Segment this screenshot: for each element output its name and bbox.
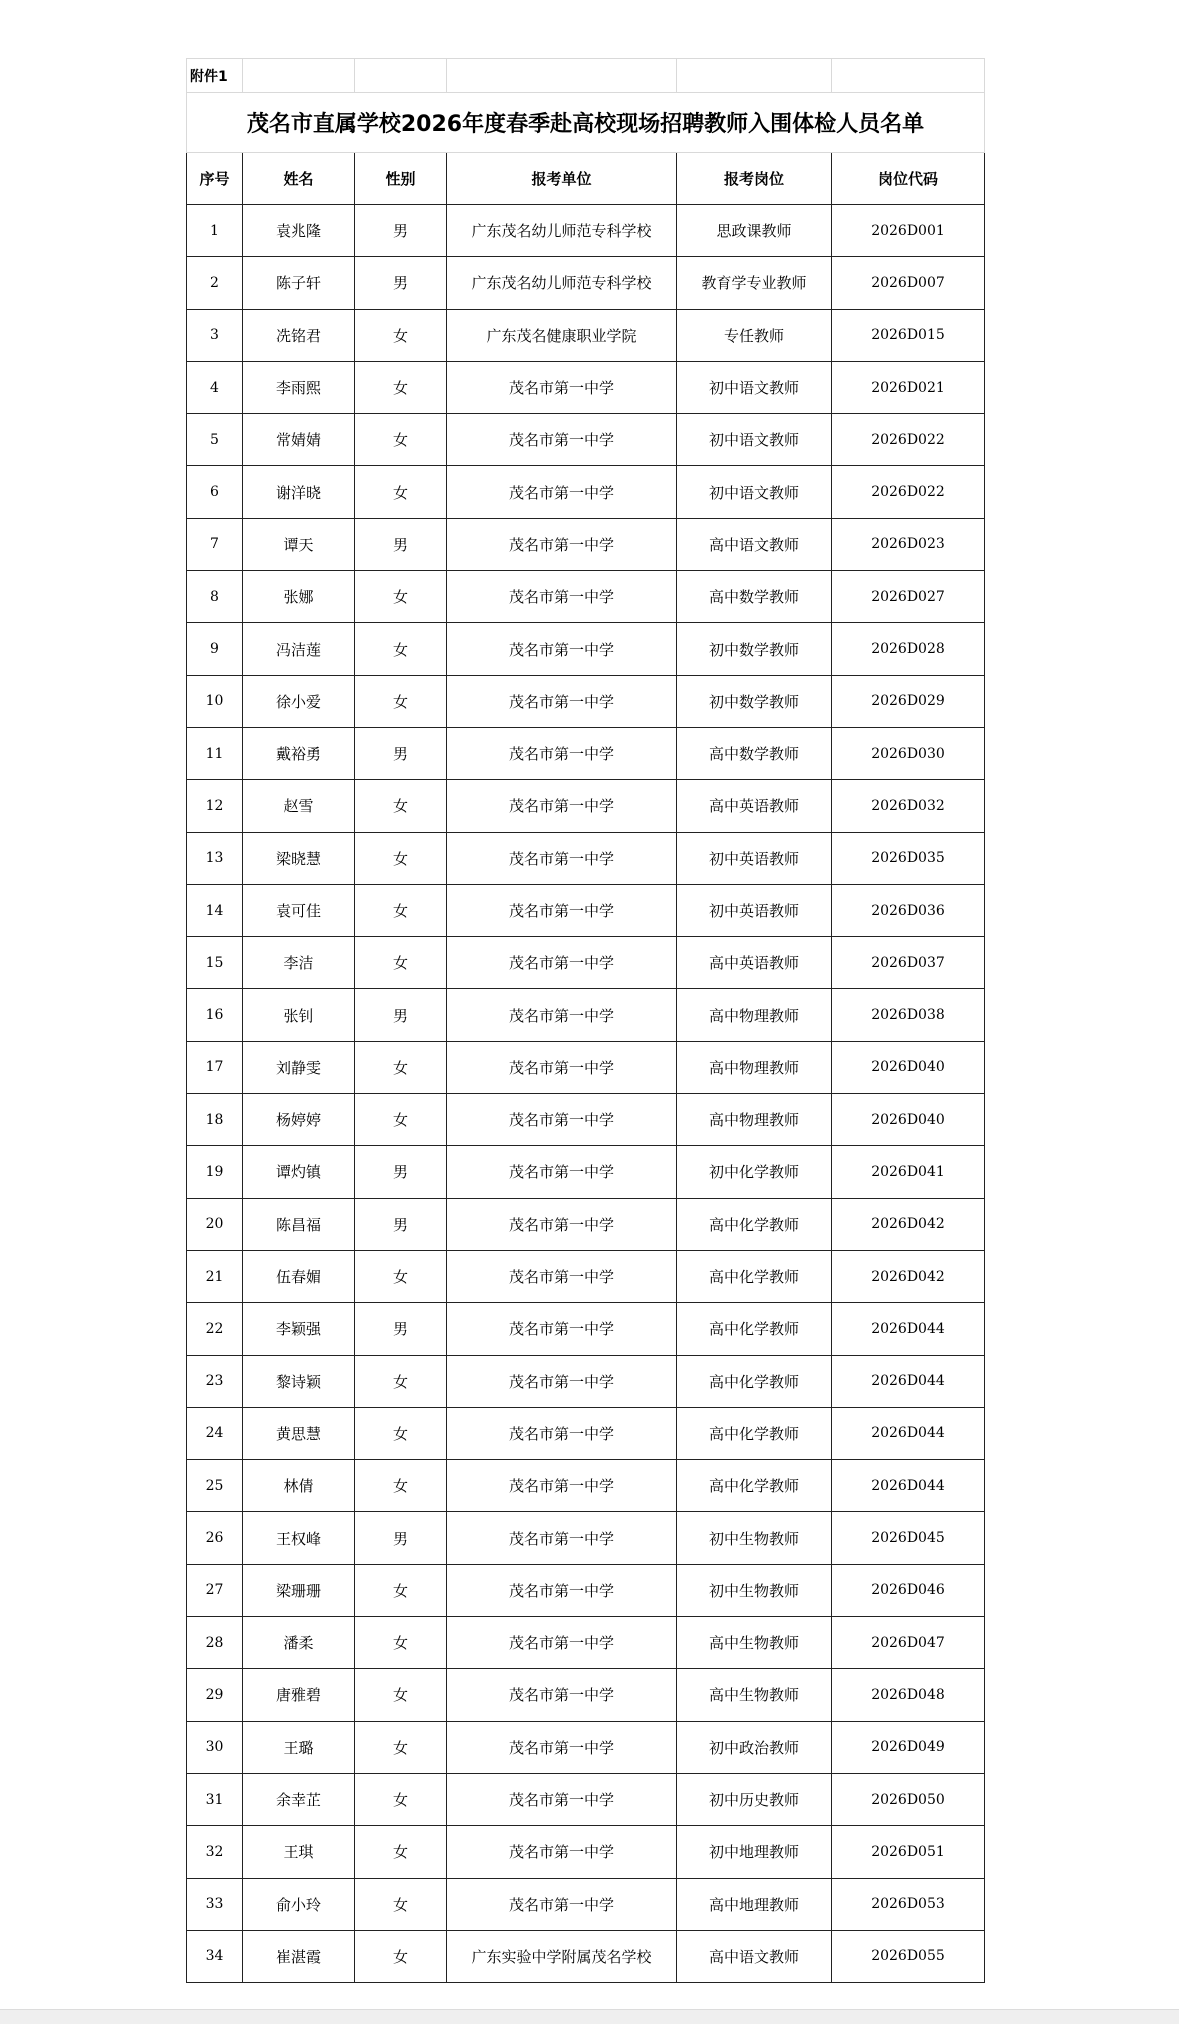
- header-position: 报考岗位: [677, 153, 832, 205]
- row-gender: 女: [355, 1930, 447, 1982]
- row-code: 2026D038: [832, 989, 985, 1041]
- row-unit: 广东茂名健康职业学院: [447, 309, 677, 361]
- row-name: 崔湛霞: [243, 1930, 355, 1982]
- row-position: 初中生物教师: [677, 1512, 832, 1564]
- row-name: 陈子轩: [243, 257, 355, 309]
- row-position: 思政课教师: [677, 205, 832, 257]
- row-code: 2026D053: [832, 1878, 985, 1930]
- row-unit: 茂名市第一中学: [447, 1721, 677, 1773]
- row-position: 初中化学教师: [677, 1146, 832, 1198]
- row-position: 专任教师: [677, 309, 832, 361]
- row-position: 初中语文教师: [677, 414, 832, 466]
- row-unit: 茂名市第一中学: [447, 518, 677, 570]
- row-name: 林倩: [243, 1460, 355, 1512]
- table-row: [187, 1250, 985, 1302]
- row-code: 2026D040: [832, 1094, 985, 1146]
- row-position: 初中数学教师: [677, 623, 832, 675]
- candidate-table: [186, 58, 985, 1983]
- row-seq: 10: [187, 675, 243, 727]
- row-name: 黎诗颖: [243, 1355, 355, 1407]
- row-code: 2026D029: [832, 675, 985, 727]
- row-code: 2026D042: [832, 1198, 985, 1250]
- row-gender: 女: [355, 1407, 447, 1459]
- row-code: 2026D037: [832, 937, 985, 989]
- row-position: 高中物理教师: [677, 1041, 832, 1093]
- table-row: [187, 1460, 985, 1512]
- table-row: [187, 727, 985, 779]
- row-name: 徐小爱: [243, 675, 355, 727]
- row-gender: 男: [355, 1146, 447, 1198]
- row-code: 2026D044: [832, 1407, 985, 1459]
- row-name: 冯洁莲: [243, 623, 355, 675]
- row-name: 陈昌福: [243, 1198, 355, 1250]
- spreadsheet-page: [186, 58, 984, 1983]
- table-row: [187, 1094, 985, 1146]
- row-unit: 广东茂名幼儿师范专科学校: [447, 257, 677, 309]
- row-position: 高中英语教师: [677, 937, 832, 989]
- row-name: 潘柔: [243, 1617, 355, 1669]
- row-position: 高中数学教师: [677, 727, 832, 779]
- row-position: 高中化学教师: [677, 1355, 832, 1407]
- row-position: 初中英语教师: [677, 884, 832, 936]
- row-gender: 女: [355, 1094, 447, 1146]
- table-row: [187, 414, 985, 466]
- row-position: 初中生物教师: [677, 1564, 832, 1616]
- row-seq: 5: [187, 414, 243, 466]
- row-name: 梁晓慧: [243, 832, 355, 884]
- row-code: 2026D035: [832, 832, 985, 884]
- row-gender: 女: [355, 414, 447, 466]
- row-code: 2026D048: [832, 1669, 985, 1721]
- table-row: [187, 1878, 985, 1930]
- row-unit: 茂名市第一中学: [447, 466, 677, 518]
- row-name: 袁兆隆: [243, 205, 355, 257]
- row-gender: 男: [355, 727, 447, 779]
- table-row: [187, 1198, 985, 1250]
- row-seq: 4: [187, 361, 243, 413]
- table-row: [187, 1564, 985, 1616]
- row-seq: 26: [187, 1512, 243, 1564]
- table-row: [187, 780, 985, 832]
- row-name: 王琪: [243, 1826, 355, 1878]
- row-name: 余幸芷: [243, 1773, 355, 1825]
- row-seq: 21: [187, 1250, 243, 1302]
- row-seq: 18: [187, 1094, 243, 1146]
- row-gender: 女: [355, 623, 447, 675]
- row-gender: 女: [355, 1617, 447, 1669]
- table-row: [187, 1669, 985, 1721]
- row-gender: 女: [355, 937, 447, 989]
- row-seq: 14: [187, 884, 243, 936]
- row-seq: 9: [187, 623, 243, 675]
- row-code: 2026D022: [832, 414, 985, 466]
- row-name: 袁可佳: [243, 884, 355, 936]
- header-seq: 序号: [187, 153, 243, 205]
- row-seq: 17: [187, 1041, 243, 1093]
- row-position: 高中数学教师: [677, 571, 832, 623]
- table-row: [187, 1407, 985, 1459]
- row-name: 张钊: [243, 989, 355, 1041]
- row-seq: 30: [187, 1721, 243, 1773]
- row-position: 高中物理教师: [677, 989, 832, 1041]
- row-code: 2026D044: [832, 1303, 985, 1355]
- table-row: [187, 205, 985, 257]
- row-code: 2026D028: [832, 623, 985, 675]
- document-title: 茂名市直属学校2026年度春季赴高校现场招聘教师入围体检人员名单: [187, 93, 985, 153]
- row-name: 俞小玲: [243, 1878, 355, 1930]
- row-seq: 31: [187, 1773, 243, 1825]
- row-name: 刘静雯: [243, 1041, 355, 1093]
- row-gender: 女: [355, 675, 447, 727]
- row-seq: 27: [187, 1564, 243, 1616]
- empty-cell: [447, 59, 677, 93]
- row-name: 杨婷婷: [243, 1094, 355, 1146]
- row-code: 2026D047: [832, 1617, 985, 1669]
- row-name: 黄思慧: [243, 1407, 355, 1459]
- row-unit: 茂名市第一中学: [447, 361, 677, 413]
- row-gender: 女: [355, 1826, 447, 1878]
- row-position: 高中化学教师: [677, 1198, 832, 1250]
- row-seq: 13: [187, 832, 243, 884]
- row-seq: 11: [187, 727, 243, 779]
- row-gender: 女: [355, 1669, 447, 1721]
- row-code: 2026D044: [832, 1355, 985, 1407]
- row-seq: 23: [187, 1355, 243, 1407]
- row-name: 赵雪: [243, 780, 355, 832]
- empty-cell: [243, 59, 355, 93]
- row-gender: 男: [355, 989, 447, 1041]
- row-code: 2026D021: [832, 361, 985, 413]
- row-unit: 茂名市第一中学: [447, 623, 677, 675]
- table-row: [187, 884, 985, 936]
- row-code: 2026D032: [832, 780, 985, 832]
- table-row: [187, 1930, 985, 1982]
- row-code: 2026D023: [832, 518, 985, 570]
- row-name: 唐雅碧: [243, 1669, 355, 1721]
- row-name: 常婧婧: [243, 414, 355, 466]
- row-gender: 女: [355, 832, 447, 884]
- row-unit: 茂名市第一中学: [447, 1094, 677, 1146]
- row-unit: 茂名市第一中学: [447, 1407, 677, 1459]
- row-code: 2026D036: [832, 884, 985, 936]
- row-position: 初中英语教师: [677, 832, 832, 884]
- row-unit: 茂名市第一中学: [447, 414, 677, 466]
- table-row: [187, 466, 985, 518]
- row-unit: 茂名市第一中学: [447, 937, 677, 989]
- title-row: [187, 93, 985, 153]
- row-unit: 茂名市第一中学: [447, 1460, 677, 1512]
- row-seq: 29: [187, 1669, 243, 1721]
- row-seq: 3: [187, 309, 243, 361]
- row-name: 伍春媚: [243, 1250, 355, 1302]
- row-gender: 女: [355, 309, 447, 361]
- row-seq: 34: [187, 1930, 243, 1982]
- row-seq: 33: [187, 1878, 243, 1930]
- row-unit: 广东实验中学附属茂名学校: [447, 1930, 677, 1982]
- row-gender: 女: [355, 1355, 447, 1407]
- row-position: 高中化学教师: [677, 1407, 832, 1459]
- empty-cell: [677, 59, 832, 93]
- row-seq: 32: [187, 1826, 243, 1878]
- row-position: 初中地理教师: [677, 1826, 832, 1878]
- row-gender: 男: [355, 257, 447, 309]
- row-code: 2026D027: [832, 571, 985, 623]
- header-gender: 性别: [355, 153, 447, 205]
- row-position: 高中语文教师: [677, 1930, 832, 1982]
- row-seq: 25: [187, 1460, 243, 1512]
- row-seq: 1: [187, 205, 243, 257]
- row-unit: 茂名市第一中学: [447, 884, 677, 936]
- header-unit: 报考单位: [447, 153, 677, 205]
- row-position: 初中语文教师: [677, 466, 832, 518]
- annex-row: [187, 59, 985, 93]
- row-position: 高中生物教师: [677, 1617, 832, 1669]
- row-gender: 女: [355, 780, 447, 832]
- row-name: 谭天: [243, 518, 355, 570]
- table-row: [187, 675, 985, 727]
- table-row: [187, 571, 985, 623]
- row-code: 2026D001: [832, 205, 985, 257]
- row-gender: 女: [355, 1878, 447, 1930]
- row-name: 王权峰: [243, 1512, 355, 1564]
- row-name: 张娜: [243, 571, 355, 623]
- row-unit: 茂名市第一中学: [447, 832, 677, 884]
- row-seq: 19: [187, 1146, 243, 1198]
- row-seq: 22: [187, 1303, 243, 1355]
- row-code: 2026D045: [832, 1512, 985, 1564]
- row-seq: 20: [187, 1198, 243, 1250]
- row-position: 初中历史教师: [677, 1773, 832, 1825]
- row-position: 初中语文教师: [677, 361, 832, 413]
- row-name: 冼铭君: [243, 309, 355, 361]
- row-code: 2026D049: [832, 1721, 985, 1773]
- row-unit: 茂名市第一中学: [447, 1512, 677, 1564]
- row-code: 2026D007: [832, 257, 985, 309]
- annex-label: 附件1: [187, 59, 243, 93]
- bottom-scroll-area: [0, 2009, 1179, 2024]
- row-seq: 7: [187, 518, 243, 570]
- row-name: 李洁: [243, 937, 355, 989]
- row-code: 2026D015: [832, 309, 985, 361]
- row-unit: 茂名市第一中学: [447, 727, 677, 779]
- row-unit: 茂名市第一中学: [447, 989, 677, 1041]
- row-unit: 茂名市第一中学: [447, 1198, 677, 1250]
- row-gender: 女: [355, 1460, 447, 1512]
- row-gender: 男: [355, 518, 447, 570]
- row-unit: 茂名市第一中学: [447, 1669, 677, 1721]
- table-row: [187, 1355, 985, 1407]
- row-seq: 8: [187, 571, 243, 623]
- row-name: 梁珊珊: [243, 1564, 355, 1616]
- row-name: 李颖强: [243, 1303, 355, 1355]
- row-position: 教育学专业教师: [677, 257, 832, 309]
- row-gender: 女: [355, 1564, 447, 1616]
- row-position: 初中数学教师: [677, 675, 832, 727]
- row-code: 2026D022: [832, 466, 985, 518]
- row-gender: 男: [355, 1512, 447, 1564]
- row-unit: 茂名市第一中学: [447, 780, 677, 832]
- row-gender: 女: [355, 361, 447, 413]
- row-position: 高中化学教师: [677, 1303, 832, 1355]
- row-code: 2026D042: [832, 1250, 985, 1302]
- row-code: 2026D050: [832, 1773, 985, 1825]
- row-code: 2026D046: [832, 1564, 985, 1616]
- row-position: 高中英语教师: [677, 780, 832, 832]
- row-unit: 茂名市第一中学: [447, 1303, 677, 1355]
- table-row: [187, 623, 985, 675]
- row-unit: 茂名市第一中学: [447, 1826, 677, 1878]
- row-unit: 茂名市第一中学: [447, 571, 677, 623]
- row-gender: 女: [355, 884, 447, 936]
- row-unit: 茂名市第一中学: [447, 1773, 677, 1825]
- table-row: [187, 1826, 985, 1878]
- row-code: 2026D040: [832, 1041, 985, 1093]
- row-seq: 15: [187, 937, 243, 989]
- row-unit: 广东茂名幼儿师范专科学校: [447, 205, 677, 257]
- row-gender: 女: [355, 1773, 447, 1825]
- row-position: 高中物理教师: [677, 1094, 832, 1146]
- row-seq: 12: [187, 780, 243, 832]
- row-code: 2026D030: [832, 727, 985, 779]
- table-row: [187, 1146, 985, 1198]
- table-row: [187, 518, 985, 570]
- row-unit: 茂名市第一中学: [447, 1878, 677, 1930]
- table-row: [187, 1303, 985, 1355]
- table-row: [187, 1041, 985, 1093]
- row-code: 2026D055: [832, 1930, 985, 1982]
- table-row: [187, 989, 985, 1041]
- row-code: 2026D041: [832, 1146, 985, 1198]
- row-unit: 茂名市第一中学: [447, 1250, 677, 1302]
- table-row: [187, 832, 985, 884]
- row-gender: 女: [355, 1721, 447, 1773]
- row-position: 高中语文教师: [677, 518, 832, 570]
- header-name: 姓名: [243, 153, 355, 205]
- row-position: 初中政治教师: [677, 1721, 832, 1773]
- row-seq: 6: [187, 466, 243, 518]
- table-row: [187, 361, 985, 413]
- row-position: 高中生物教师: [677, 1669, 832, 1721]
- row-position: 高中化学教师: [677, 1250, 832, 1302]
- row-name: 谭灼镇: [243, 1146, 355, 1198]
- table-row: [187, 1721, 985, 1773]
- row-seq: 16: [187, 989, 243, 1041]
- row-unit: 茂名市第一中学: [447, 1617, 677, 1669]
- row-seq: 28: [187, 1617, 243, 1669]
- row-code: 2026D051: [832, 1826, 985, 1878]
- row-gender: 女: [355, 571, 447, 623]
- row-name: 谢洋晓: [243, 466, 355, 518]
- row-gender: 女: [355, 1041, 447, 1093]
- row-unit: 茂名市第一中学: [447, 1146, 677, 1198]
- row-code: 2026D044: [832, 1460, 985, 1512]
- row-gender: 男: [355, 1198, 447, 1250]
- table-row: [187, 937, 985, 989]
- row-seq: 24: [187, 1407, 243, 1459]
- row-unit: 茂名市第一中学: [447, 1564, 677, 1616]
- row-gender: 男: [355, 1303, 447, 1355]
- row-name: 李雨熙: [243, 361, 355, 413]
- table-row: [187, 1617, 985, 1669]
- table-row: [187, 1512, 985, 1564]
- row-unit: 茂名市第一中学: [447, 675, 677, 727]
- empty-cell: [355, 59, 447, 93]
- header-row: [187, 153, 985, 205]
- row-position: 高中地理教师: [677, 1878, 832, 1930]
- row-name: 戴裕勇: [243, 727, 355, 779]
- row-gender: 女: [355, 1250, 447, 1302]
- row-gender: 男: [355, 205, 447, 257]
- table-row: [187, 257, 985, 309]
- row-unit: 茂名市第一中学: [447, 1355, 677, 1407]
- table-row: [187, 1773, 985, 1825]
- header-code: 岗位代码: [832, 153, 985, 205]
- row-name: 王璐: [243, 1721, 355, 1773]
- row-seq: 2: [187, 257, 243, 309]
- row-unit: 茂名市第一中学: [447, 1041, 677, 1093]
- row-gender: 女: [355, 466, 447, 518]
- table-row: [187, 309, 985, 361]
- row-position: 高中化学教师: [677, 1460, 832, 1512]
- empty-cell: [832, 59, 985, 93]
